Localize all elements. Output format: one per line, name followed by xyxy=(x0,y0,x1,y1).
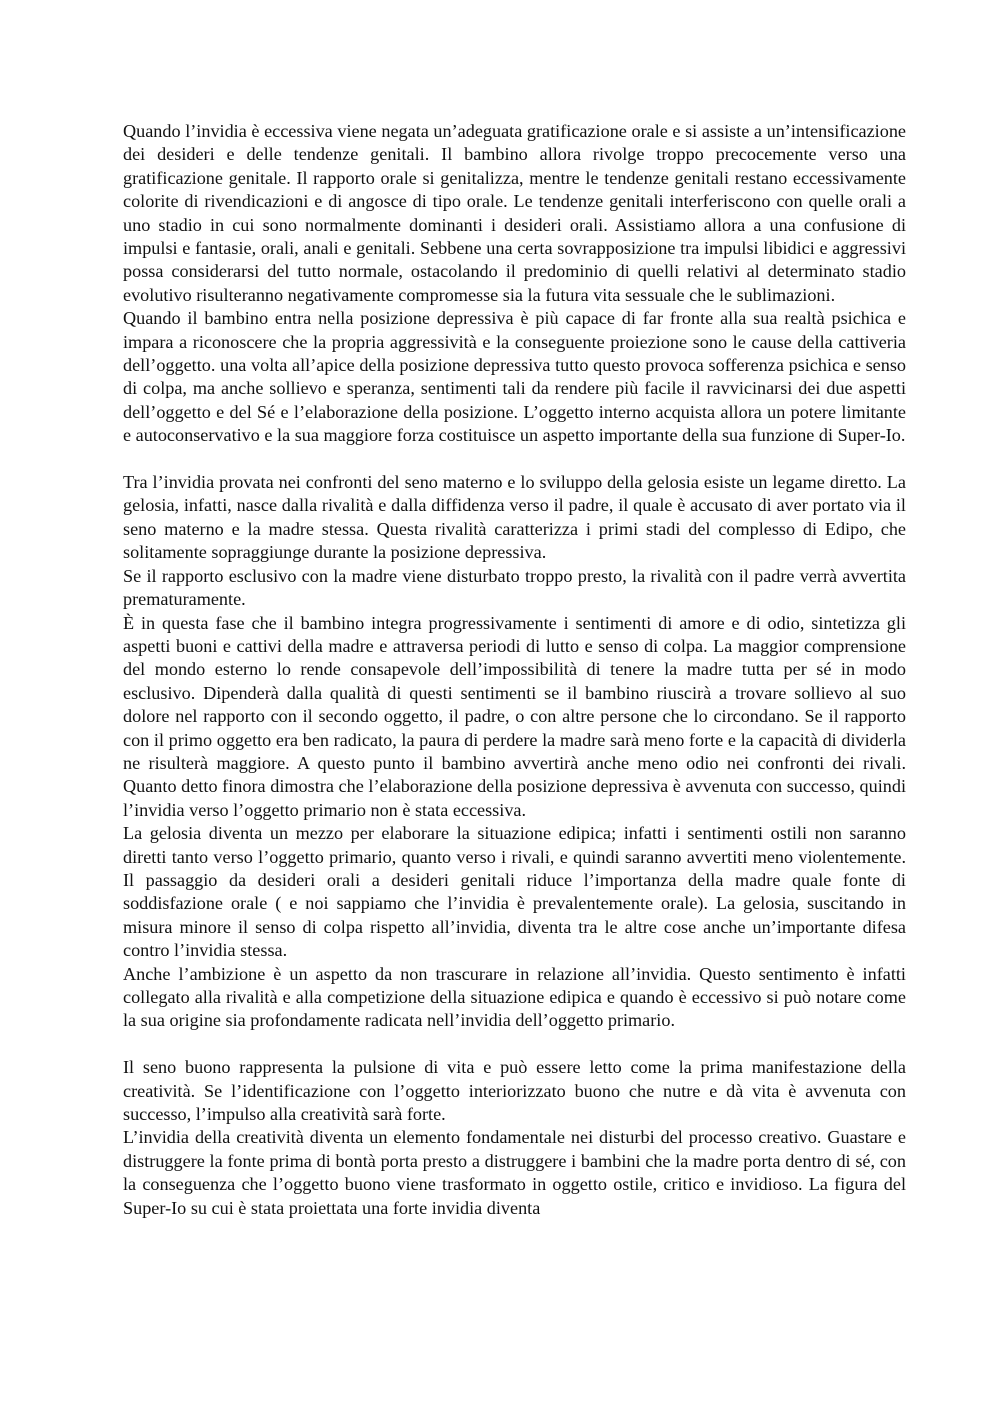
paragraph-jealousy-oedipal: La gelosia diventa un mezzo per elaborare la situazione edipica; infatti i sentimenti ostili non saranno diretti tanto verso l’oggetto primario, quanto verso i rivali, e quindi saranno avvertiti meno violentemente. Il passaggio da desideri orali a desideri genitali riduce l’importanza della madre quale fonte di soddisfazione orale ( e noi sappiamo che l’invidia è prevalentemente orale). La gelosia, suscitando in misura minore il senso di colpa rispetto all’invidia, diventa tra le altre cose anche un’importante difesa contro l’invidia stessa. xyxy=(123,823,906,961)
paragraph-exclusive-relationship: Se il rapporto esclusivo con la madre viene disturbato troppo presto, la rivalità con il padre verrà avvertita prematuramente. xyxy=(123,565,906,610)
document-body xyxy=(123,120,906,1220)
paragraph-envy-jealousy: Tra l’invidia provata nei confronti del seno materno e lo sviluppo della gelosia esiste un legame diretto. La gelosia, infatti, nasce dalla rivalità e dalla diffidenza verso il padre, il quale è accusato di aver portato via il seno materno e la madre stessa. Questa rivalità caratterizza i primi stadi del complesso di Edipo, che solitamente sopraggiunge durante la posizione depressiva. xyxy=(123,472,906,563)
paragraph-depressive-position: Quando il bambino entra nella posizione depressiva è più capace di far fronte alla sua realtà psichica e impara a riconoscere che la propria aggressività e la conseguente proiezione sono le cause della cattiveria dell’oggetto. una volta all’apice della posizione depressiva tutto questo provoca sofferenza psichica e senso di colpa, ma anche sollievo e speranza, sentimenti tali da rendere più facile il ravvicinarsi dei due aspetti dell’oggetto e del Sé e l’elaborazione della posizione. L’oggetto interno acquista allora un potere limitante e autoconservativo e la sua maggiore forza costituisce un aspetto importante della sua funzione di Super-Io. xyxy=(123,308,906,446)
paragraph-ambition: Anche l’ambizione è un aspetto da non trascurare in relazione all’invidia. Questo sentimento è infatti collegato alla rivalità e alla competizione della situazione edipica e quando è eccessivo si può notare come la sua origine sia profondamente radicata nell’invidia dell’oggetto primario. xyxy=(123,963,906,1031)
paragraph-envy-of-creativity: L’invidia della creatività diventa un elemento fondamentale nei disturbi del processo creativo. Guastare e distruggere la fonte prima di bontà porta presto a distruggere i bambini che la madre porta dentro di sé, con la conseguenza che l’oggetto buono viene trasformato in oggetto ostile, critico e invidioso. La figura del Super-Io su cui è stata proiettata una forte invidia diventa xyxy=(123,1127,906,1218)
paragraph-oral-gratification: Quando l’invidia è eccessiva viene negata un’adeguata gratificazione orale e si assiste a un’intensificazione dei desideri e delle tendenze genitali. Il bambino allora rivolge troppo precocemente verso una gratificazione genitale. Il rapporto orale si genitalizza, mentre le tendenze genitali restano eccessivamente colorite di rivendicazioni e di angosce di tipo orale. Le tendenze genitali interferiscono con quelle orali a uno stadio in cui sono normalmente dominanti i desideri orali. Assistiamo allora a una confusione di impulsi e fantasie, orali, anali e genitali. Sebbene una certa sovrapposizione tra impulsi libidici e aggressivi possa considerarsi del tutto normale, ostacolando il predominio di quelli relativi al determinato stadio evolutivo risulteranno negativamente compromesse sia la futura vita sessuale che le sublimazioni. xyxy=(123,121,906,305)
paragraph-good-breast-creativity: Il seno buono rappresenta la pulsione di vita e può essere letto come la prima manifestazione della creatività. Se l’identificazione con l’oggetto interiorizzato buono che nutre e dà vita è avvenuta con successo, l’impulso alla creatività sarà forte. xyxy=(123,1057,906,1125)
paragraph-integration-phase: È in questa fase che il bambino integra progressivamente i sentimenti di amore e di odio, sintetizza gli aspetti buoni e cattivi della madre e attraversa periodi di lutto e senso di colpa. La maggior comprensione del mondo esterno lo rende consapevole dell’impossibilità di tenere la madre tutta per sé in modo esclusivo. Dipenderà dalla qualità di questi sentimenti se il bambino riuscirà a trovare sollievo al suo dolore nel rapporto con il secondo oggetto, il padre, o con altre persone che lo circondano. Se il rapporto con il primo oggetto era ben radicato, la paura di perdere la madre sarà meno forte e la capacità di dividerla ne risulterà maggiore. A questo punto il bambino avvertirà anche meno odio nei confronti dei rivali. Quanto detto finora dimostra che l’elaborazione della posizione depressiva è avvenuta con successo, quindi l’invidia verso l’oggetto primario non è stata eccessiva. xyxy=(123,612,906,820)
paragraph-spacer xyxy=(123,448,906,471)
paragraph-spacer xyxy=(123,1033,906,1056)
